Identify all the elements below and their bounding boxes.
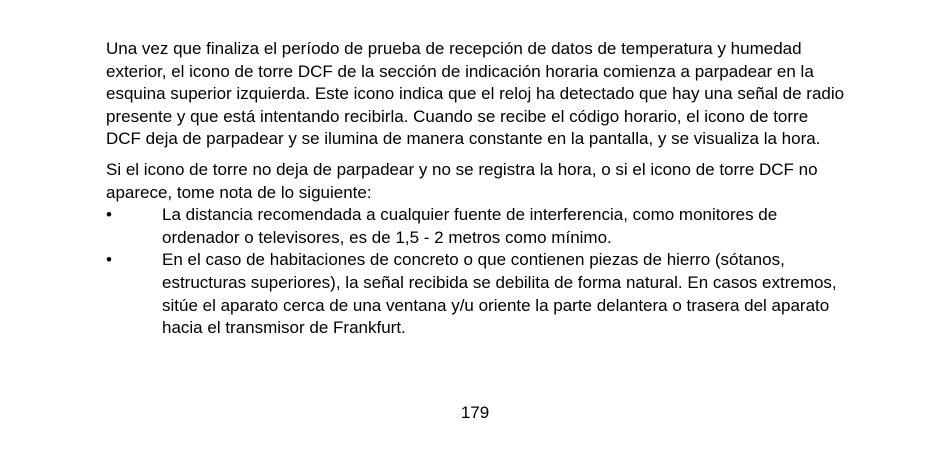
document-body xyxy=(106,38,846,340)
page-number: 179 xyxy=(460,403,490,422)
list-item xyxy=(106,204,846,249)
bullet-list xyxy=(106,204,846,340)
list-item xyxy=(106,249,846,339)
bullet-point-icon: • xyxy=(106,205,112,225)
bullet-point-icon: • xyxy=(106,250,112,270)
paragraph-dcf-tower-intro: Una vez que finaliza el período de prueba de recepción de datos de temperatura y humedad exterior, el icono de torre DCF de la sección de indicación horaria comienza a parpadear en la esquina superior izquierda. Este icono indica que el reloj ha detectado que hay una señal de radio presente y que está intentando recibirla. Cuando se recibe el código horario, el icono de torre DCF deja de parpadear y se ilumina de manera constante en la pantalla, y se visualiza la hora. xyxy=(106,39,845,149)
list-item-text: En el caso de habitaciones de concreto o que contienen piezas de hierro (sótanos, estructuras superiores), la señal recibida se debilita de forma natural. En casos extremos, sitúe el aparato cerca de una ventana y/u oriente la parte delantera o trasera del aparato hacia el transmisor de Frankfurt. xyxy=(162,250,837,338)
list-item-text: La distancia recomendada a cualquier fuente de interferencia, como monitores de ordenador o televisores, es de 1,5 - 2 metros como mínimo. xyxy=(162,205,778,247)
paragraph-troubleshooting-intro: Si el icono de torre no deja de parpadear y no se registra la hora, o si el icono de torre DCF no aparece, tome nota de lo siguiente: xyxy=(106,159,818,202)
